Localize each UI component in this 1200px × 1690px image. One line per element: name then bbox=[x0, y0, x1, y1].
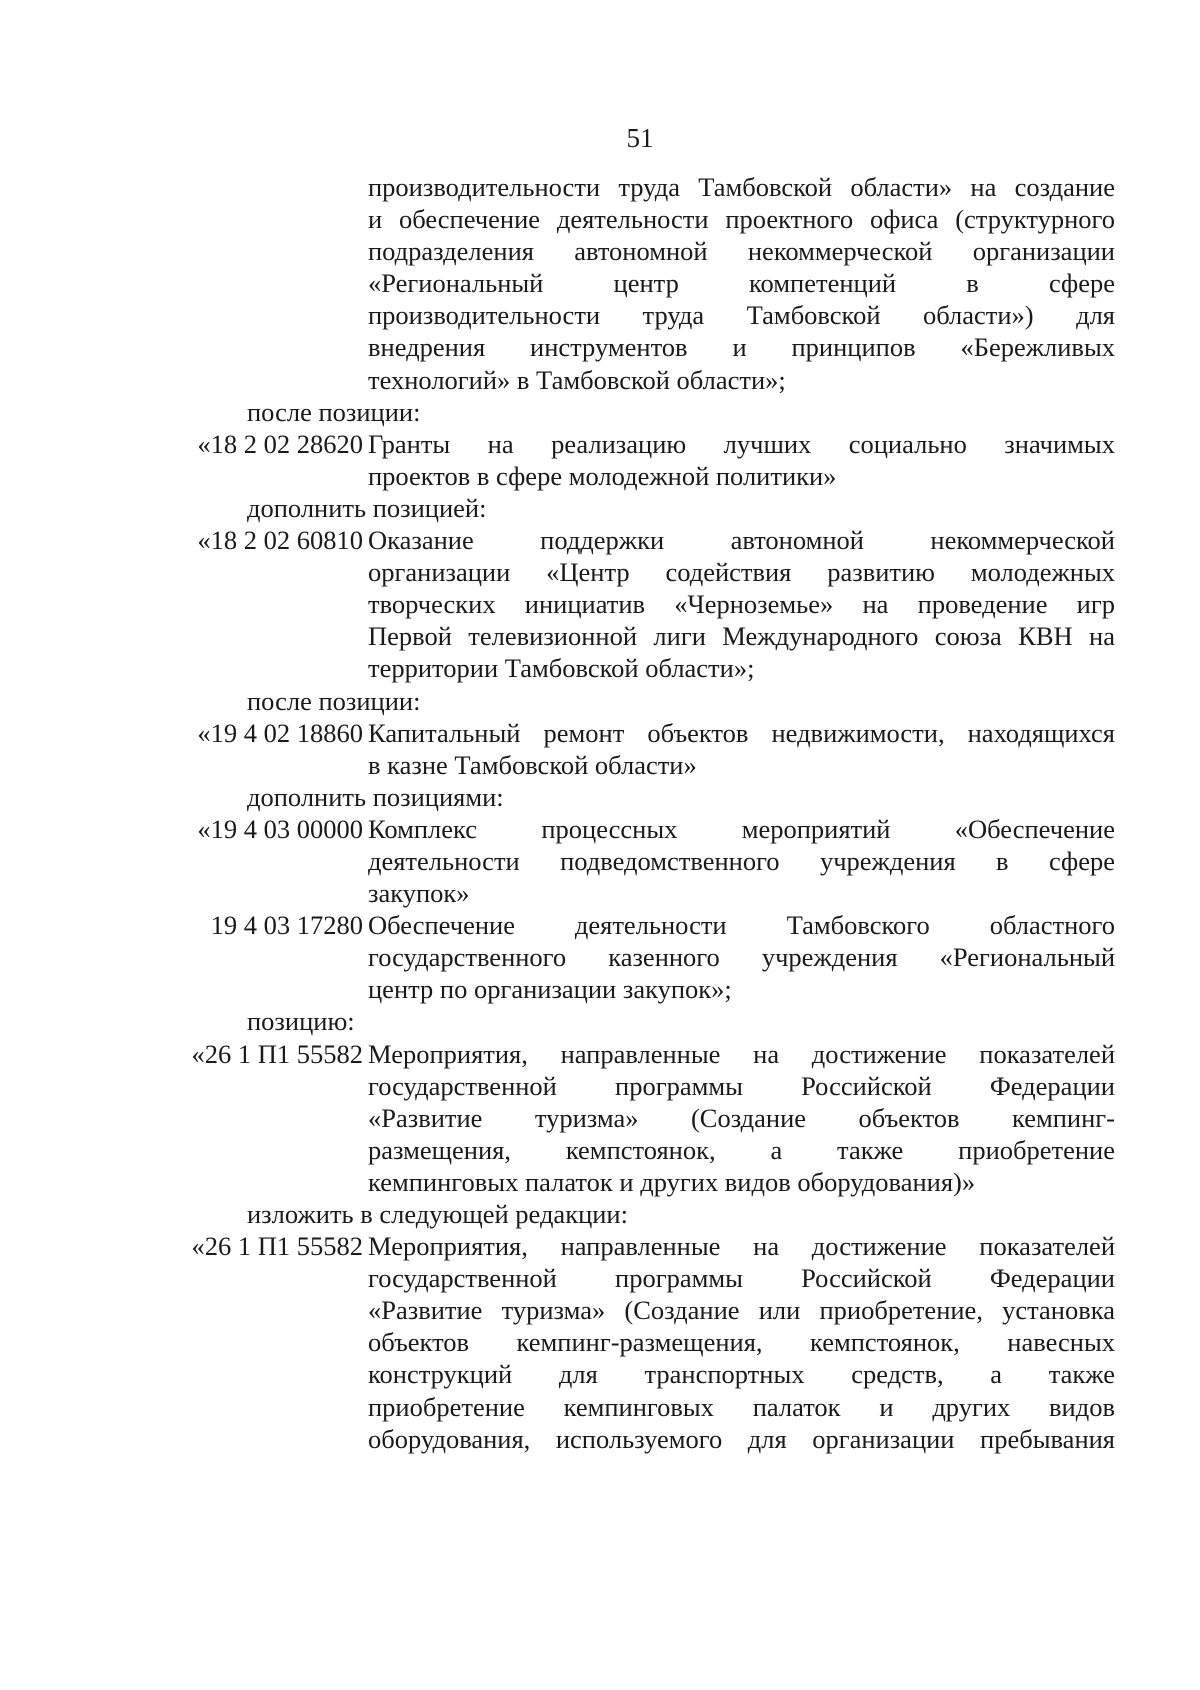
text-line bbox=[0, 331, 1200, 363]
entry-code: «18 2 02 28620 bbox=[197, 428, 363, 459]
entry-line bbox=[0, 1038, 1200, 1070]
instruction-text: позицию: bbox=[247, 1006, 355, 1037]
line-text: оборудования, используемого для организации пребывания bbox=[368, 1423, 1115, 1454]
line-text: Мероприятия, направленные на достижение показателей bbox=[368, 1231, 1115, 1262]
entry-code: «19 4 03 00000 bbox=[197, 813, 363, 844]
instruction-text: после позиции: bbox=[247, 396, 421, 427]
entry-code: «26 1 П1 55582 bbox=[191, 1038, 363, 1069]
instruction-line bbox=[0, 396, 1200, 428]
text-line bbox=[0, 1070, 1200, 1102]
text-line bbox=[0, 652, 1200, 684]
line-text: кемпинговых палаток и других видов оборудования)» bbox=[368, 1166, 976, 1197]
line-text: деятельности подведомственного учреждения в сфере bbox=[368, 845, 1115, 876]
entry-line bbox=[0, 1230, 1200, 1262]
line-text: Обеспечение деятельности Тамбовского областного bbox=[368, 910, 1115, 941]
entry-code: «18 2 02 60810 bbox=[197, 525, 363, 556]
line-text: подразделения автономной некоммерческой организации bbox=[368, 236, 1115, 267]
line-text: «Развитие туризма» (Создание объектов кемпинг- bbox=[368, 1102, 1115, 1133]
document-body bbox=[0, 171, 1200, 1455]
line-text: центр по организации закупок»; bbox=[368, 974, 732, 1005]
line-text: закупок» bbox=[368, 878, 470, 909]
line-text: в казне Тамбовской области» bbox=[368, 749, 697, 780]
entry-line bbox=[0, 524, 1200, 556]
text-line bbox=[0, 1391, 1200, 1423]
line-text: территории Тамбовской области»; bbox=[368, 653, 755, 684]
instruction-line bbox=[0, 685, 1200, 717]
text-line bbox=[0, 1262, 1200, 1294]
text-line bbox=[0, 941, 1200, 973]
line-text: творческих инициатив «Черноземье» на проведение игр bbox=[368, 589, 1115, 620]
entry-line bbox=[0, 428, 1200, 460]
instruction-line bbox=[0, 781, 1200, 813]
line-text: Гранты на реализацию лучших социально значимых bbox=[368, 428, 1115, 459]
line-text: и обеспечение деятельности проектного офиса (структурного bbox=[368, 204, 1115, 235]
text-line bbox=[0, 877, 1200, 909]
text-line bbox=[0, 1134, 1200, 1166]
instruction-line bbox=[0, 492, 1200, 524]
instruction-line bbox=[0, 1005, 1200, 1037]
entry-line bbox=[0, 717, 1200, 749]
text-line bbox=[0, 299, 1200, 331]
text-line bbox=[0, 267, 1200, 299]
line-text: Первой телевизионной лиги Международного союза КВН на bbox=[368, 621, 1115, 652]
instruction-text: после позиции: bbox=[247, 685, 421, 716]
entry-line bbox=[0, 813, 1200, 845]
text-line bbox=[0, 171, 1200, 203]
text-line bbox=[0, 620, 1200, 652]
text-line bbox=[0, 1423, 1200, 1455]
text-line bbox=[0, 749, 1200, 781]
instruction-line bbox=[0, 1198, 1200, 1230]
instruction-text: дополнить позицией: bbox=[247, 492, 487, 523]
text-line bbox=[0, 1326, 1200, 1358]
line-text: государственной программы Российской Федерации bbox=[368, 1070, 1115, 1101]
instruction-text: дополнить позициями: bbox=[247, 781, 504, 812]
line-text: «Развитие туризма» (Создание или приобретение, установка bbox=[368, 1295, 1115, 1326]
line-text: внедрения инструментов и принципов «Бережливых bbox=[368, 332, 1115, 363]
line-text: производительности труда Тамбовской области») для bbox=[368, 300, 1115, 331]
text-line bbox=[0, 1294, 1200, 1326]
line-text: конструкций для транспортных средств, а также bbox=[368, 1359, 1115, 1390]
line-text: государственной программы Российской Федерации bbox=[368, 1263, 1115, 1294]
text-line bbox=[0, 235, 1200, 267]
entry-line bbox=[0, 909, 1200, 941]
line-text: организации «Центр содействия развитию молодежных bbox=[368, 557, 1115, 588]
line-text: «Региональный центр компетенций в сфере bbox=[368, 268, 1115, 299]
text-line bbox=[0, 364, 1200, 396]
entry-code: «26 1 П1 55582 bbox=[191, 1231, 363, 1262]
text-line bbox=[0, 973, 1200, 1005]
line-text: проектов в сфере молодежной политики» bbox=[368, 460, 837, 491]
text-line bbox=[0, 460, 1200, 492]
line-text: Капитальный ремонт объектов недвижимости, находящихся bbox=[368, 717, 1115, 748]
entry-code: «19 4 02 18860 bbox=[197, 717, 363, 748]
instruction-text: изложить в следующей редакции: bbox=[247, 1199, 628, 1229]
text-line bbox=[0, 588, 1200, 620]
text-line bbox=[0, 1102, 1200, 1134]
line-text: объектов кемпинг-размещения, кемпстоянок, навесных bbox=[368, 1327, 1115, 1358]
text-line bbox=[0, 1358, 1200, 1390]
line-text: Оказание поддержки автономной некоммерческой bbox=[368, 525, 1115, 556]
line-text: Мероприятия, направленные на достижение показателей bbox=[368, 1038, 1115, 1069]
text-line bbox=[0, 556, 1200, 588]
entry-code: 19 4 03 17280 bbox=[210, 910, 363, 941]
text-line bbox=[0, 1166, 1200, 1198]
text-line bbox=[0, 845, 1200, 877]
line-text: производительности труда Тамбовской области» на создание bbox=[368, 172, 1115, 202]
text-line bbox=[0, 203, 1200, 235]
line-text: Комплекс процессных мероприятий «Обеспечение bbox=[368, 813, 1115, 844]
line-text: технологий» в Тамбовской области»; bbox=[368, 364, 786, 395]
page-number: 51 bbox=[626, 123, 654, 153]
line-text: размещения, кемпстоянок, а также приобретение bbox=[368, 1134, 1115, 1165]
line-text: приобретение кемпинговых палаток и других видов bbox=[368, 1391, 1115, 1422]
line-text: государственного казенного учреждения «Региональный bbox=[368, 942, 1115, 973]
